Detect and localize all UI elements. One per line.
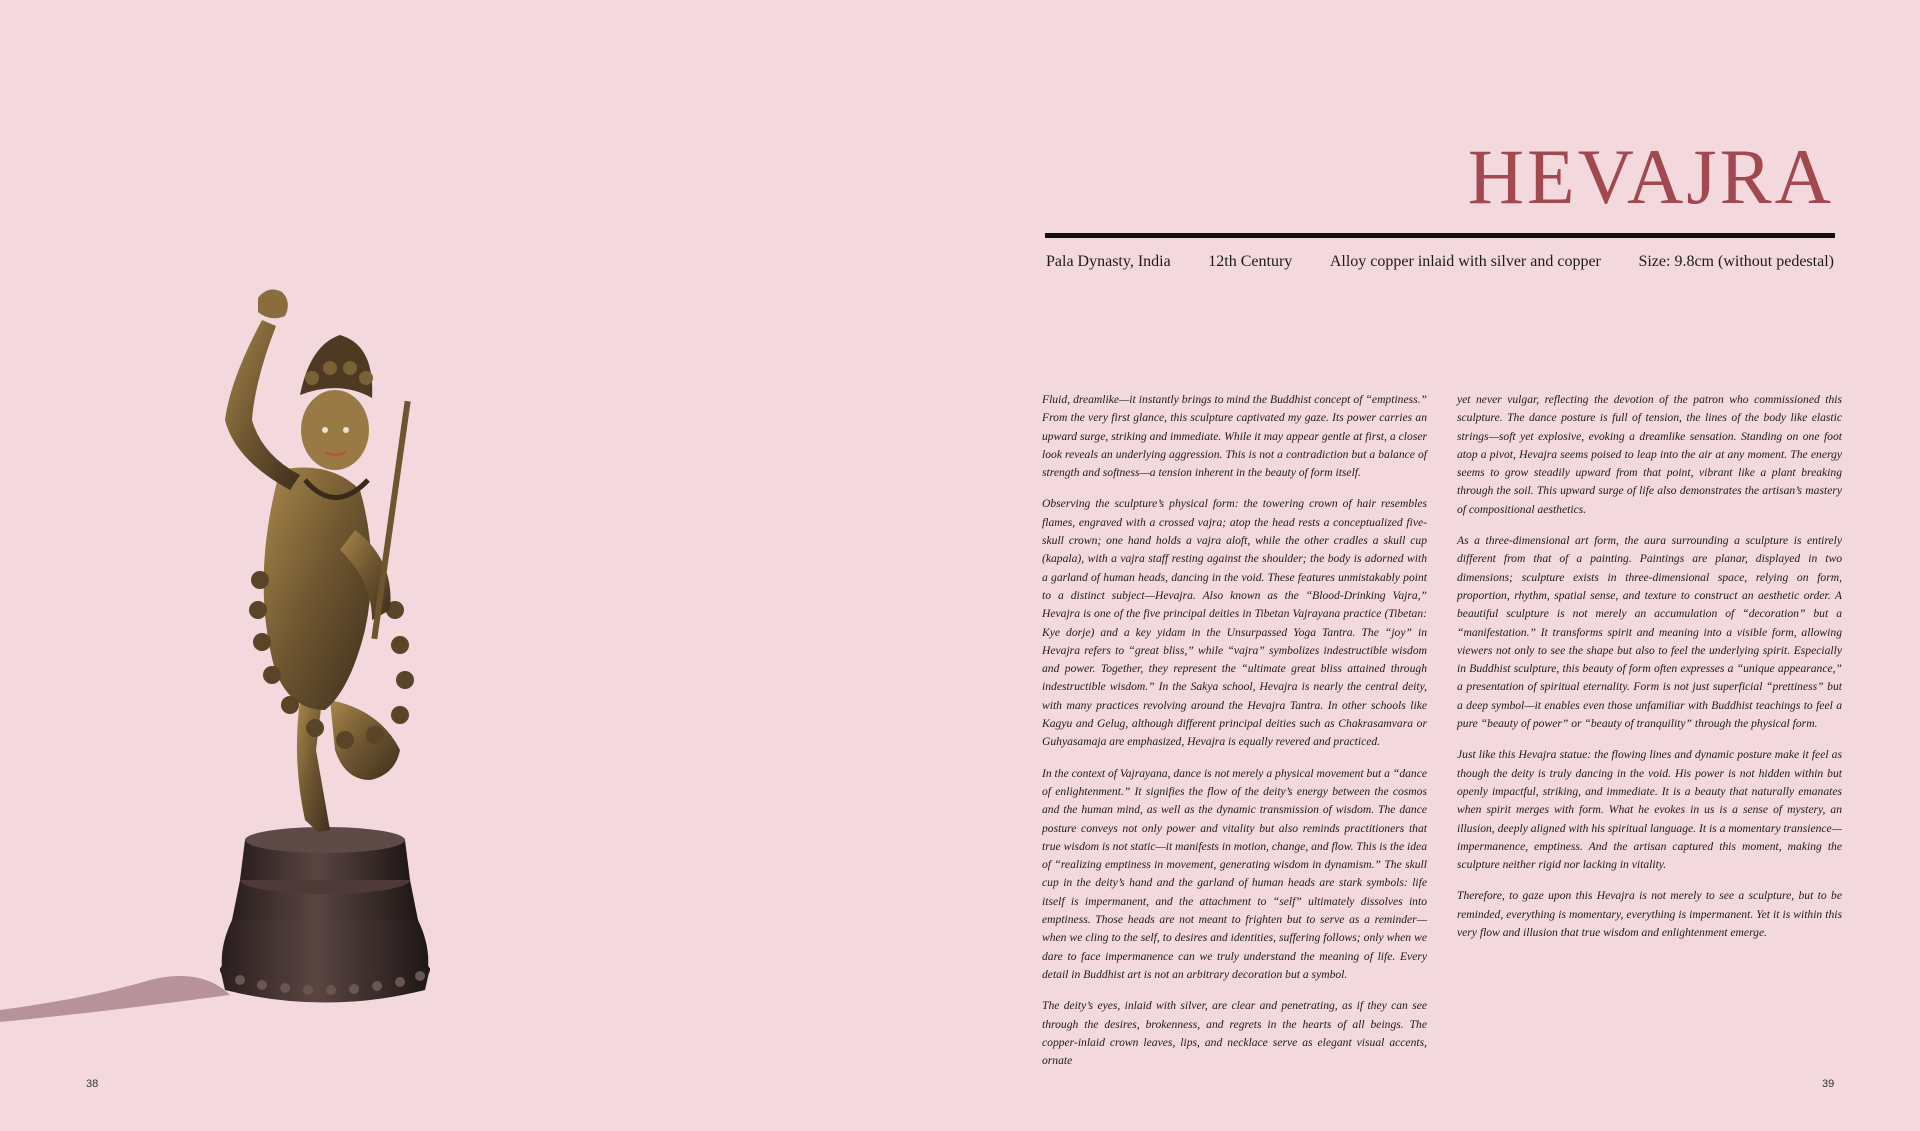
paragraph: Fluid, dreamlike—it instantly brings to mind the Buddhist concept of “emptiness.” From the very first glance, this sculpture captivated my gaze. Its power carries an upward surge, striking and immediate. While it may appear gentle at first, a closer look reveals an underlying aggression. This is not a contradiction but a balance of strength and softness—a tension inherent in the beauty of form itself. — [1042, 393, 1427, 480]
paragraph: Just like this Hevajra statue: the flowing lines and dynamic posture make it feel as though the deity is truly dancing in the void. His power is not hidden within but openly impactful, striking, and immediate. It is a beauty that naturally emanates when spirit merges with form. What he evokes in us is a sense of mystery, an illusion, deeply aligned with his spiritual language. It is a momentary transience—impermanence, emptiness. And the artisan captured this moment, making the sculpture neither rigid nor lacking in vitality. — [1457, 748, 1842, 872]
paragraph: The deity’s eyes, inlaid with silver, are clear and penetrating, as if they can see through the desires, brokenness, and regrets in the hearts of all beings. The copper-inlaid crown leaves, lips, and necklace serve as elegant visual accents, ornate — [1042, 999, 1427, 1068]
meta-century: 12th Century — [1208, 253, 1293, 270]
artwork-metadata — [1046, 253, 1834, 271]
meta-dynasty: Pala Dynasty, India — [1046, 253, 1171, 270]
paragraph: As a three-dimensional art form, the aura surrounding a sculpture is entirely different from that of a painting. Paintings are planar, displayed in two dimensions; sculpture exists in three-dimensional space, relying on form, proportion, rhythm, spatial sense, and texture to construct an aesthetic order. A beautiful sculpture is not merely an accumulation of “decoration” but a “manifestation.” It transforms spirit and meaning into a visible form, allowing viewers not only to see the shape but also to feel the underlying spirit. Especially in Buddhist sculpture, this beauty of form often expresses a “unique appearance,” a presentation of spiritual eternality. Form is not just superficial “prettiness” but a deep symbol—it enables even those unfamiliar with Buddhist teachings to feel a pure “beauty of power” or “beauty of tranquility” through the physical form. — [1457, 534, 1842, 731]
meta-size: Size: 9.8cm (without pedestal) — [1638, 253, 1834, 270]
paragraph: yet never vulgar, reflecting the devotion of the patron who commissioned this sculpture. The dance posture is full of tension, the lines of the body like elastic strings—soft yet explosive, evoking a dreamlike sensation. Standing on one foot atop a pivot, Hevajra seems poised to leap into the air at any moment. The energy seems to grow steadily upward from that point, vibrant like a plant breaking through the soil. This upward surge of life also demonstrates the artisan’s mastery of compositional aesthetics. — [1457, 393, 1842, 516]
sculpture-image — [0, 280, 480, 1040]
meta-material: Alloy copper inlaid with silver and copper — [1329, 253, 1601, 270]
title-divider — [1045, 233, 1835, 238]
paragraph: Therefore, to gaze upon this Hevajra is not merely to see a sculpture, but to be reminded, everything is momentary, everything is impermanent. Yet it is within this very flow and illusion that true wisdom and enlightenment emerge. — [1457, 889, 1842, 940]
paragraph: In the context of Vajrayana, dance is not merely a physical movement but a “dance of enlightenment.” It signifies the flow of the deity’s energy between the cosmos and the human mind, as well as the dynamic transmission of wisdom. The dance posture conveys not only power and vitality but also reminds practitioners that true wisdom is not static—it manifests in motion, change, and flow. This is the idea of “realizing emptiness in movement, generating wisdom in dynamism.” The skull cup in the deity’s hand and the garland of human heads are stark symbols: life itself is impermanent, and the attachment to “self” ultimately dissolves into emptiness. Those heads are not meant to frighten but to serve as a reminder—when we cling to the self, to desires and identities, suffering follows; only when we dare to face impermanence can we truly understand the meaning of life. Every detail in Buddhist art is not an arbitrary decoration but a symbol. — [1042, 766, 1427, 981]
page-number-right: 39 — [1822, 1078, 1835, 1090]
text-column-left — [1042, 391, 1427, 1083]
page-title: HEVAJRA — [1467, 133, 1834, 220]
paragraph: Observing the sculpture’s physical form: the towering crown of hair resembles flames, engraved with a crossed vajra; atop the head rests a conceptualized five-skull crown; one hand holds a vajra aloft, while the other cradles a skull cup (kapala), with a vajra staff resting against the shoulder; the body is adorned with a garland of human heads, dancing in the void. These features unmistakably point to a distinct subject—Hevajra. Also known as the “Blood-Drinking Vajra,” Hevajra is one of the five principal deities in Tibetan Vajrayana practice (Tibetan: Kye dorje) and a key yidam in the Unsurpassed Yoga Tantra. The “joy” in Hevajra refers to “great bliss,” while “vajra” symbolizes indestructible wisdom and power. Together, they represent the “ultimate great bliss attained through indestructible wisdom.” In the Sakya school, Hevajra is nearly the central deity, with many practices revolving around the Hevajra Tantra. In other schools like Kagyu and Gelug, although different principal deities such as Chakrasamvara or Guhyasamaja are emphasized, Hevajra is equally revered and practiced. — [1042, 497, 1427, 749]
text-column-right — [1457, 391, 1842, 955]
page-number-left: 38 — [86, 1078, 99, 1090]
